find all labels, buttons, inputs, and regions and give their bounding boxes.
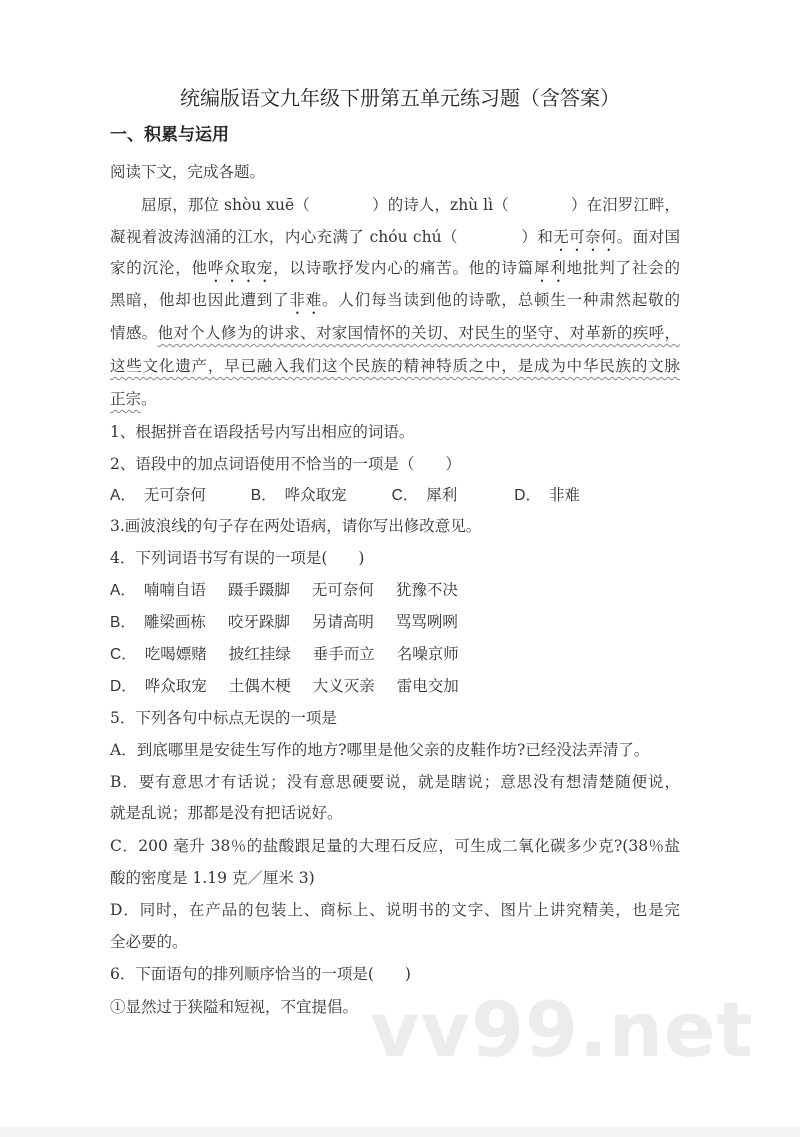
passage-text: 。人们每当读到他的诗歌，总顿生一种肃然起敬的 xyxy=(322,291,680,309)
passage-text: 情感。 xyxy=(110,324,158,342)
option-label: D． xyxy=(514,487,541,504)
option-word: 土偶木梗 xyxy=(228,677,291,695)
wavy-sentence: 他对个人修为的讲求、对家国情怀的关切、对民生的坚守、对革新的疾呼， xyxy=(157,324,680,342)
passage-text: ，以诗歌抒发内心的痛苦。他的诗篇 xyxy=(273,259,534,277)
option-word: 哗众取宠 xyxy=(144,677,207,695)
question-4-option-d xyxy=(110,675,481,698)
passage-text: 家的沉沦，他 xyxy=(110,259,208,277)
question-5-option-d-cont: 全必要的。 xyxy=(110,933,188,951)
option-word: 垂手而立 xyxy=(312,645,375,663)
question-4-option-c xyxy=(110,643,481,666)
page-bottom-edge xyxy=(0,1127,800,1137)
passage-text: 。 xyxy=(141,390,157,408)
question-2-options xyxy=(110,484,602,507)
question-6-item-1: ①显然过于狭隘和短视，不宜提倡。 xyxy=(110,998,359,1016)
option-word: 名噪京师 xyxy=(396,645,459,663)
option-word: 吃喝嫖赌 xyxy=(144,645,207,663)
question-5-option-d: D．同时，在产品的包装上、商标上、说明书的文字、图片上讲究精美，也是完 xyxy=(110,901,680,919)
passage-text: 。面对国 xyxy=(616,228,680,246)
dotted-word: 无可奈何 xyxy=(553,228,617,246)
option-word: 大义灭亲 xyxy=(312,677,375,695)
option-label: D． xyxy=(110,678,137,695)
question-5-option-a: A．到底哪里是安徒生写作的地方?哪里是他父亲的皮鞋作坊?已经没法弄清了。 xyxy=(110,741,650,759)
passage-line xyxy=(110,355,680,377)
passage-line xyxy=(110,388,157,410)
passage-line xyxy=(110,257,680,286)
passage-line xyxy=(110,289,680,318)
option-text: 非难 xyxy=(548,486,580,504)
question-5-option-b: B．要有意思才有话说；没有意思硬要说，就是瞎说；意思没有想清楚随便说， xyxy=(110,773,680,791)
option-word: 雷电交加 xyxy=(396,677,459,695)
question-6: 6．下面语句的排列顺序恰当的一项是( ) xyxy=(110,965,411,983)
option-word: 无可奈何 xyxy=(311,581,374,599)
question-4-option-a xyxy=(110,579,480,602)
question-4-option-b xyxy=(110,611,480,634)
question-5-option-c: C．200 毫升 38％的盐酸跟足量的大理石反应，可生成二氧化碳多少克?(38％盐 xyxy=(110,837,680,855)
question-4: 4．下列词语书写有误的一项是( ) xyxy=(110,549,365,567)
question-2: 2、语段中的加点词语使用不恰当的一项是（ ） xyxy=(110,455,461,473)
option-label: C． xyxy=(391,487,419,504)
option-text: 无可奈何 xyxy=(143,486,206,504)
section-heading: 一、积累与运用 xyxy=(110,125,229,145)
watermark: vv99.net xyxy=(370,985,754,1074)
wavy-sentence: 这些文化遗产，早已融入我们这个民族的精神特质之中，是成为中华民族的文脉 xyxy=(110,357,680,375)
option-label: B． xyxy=(110,614,136,631)
question-5: 5．下列各句中标点无误的一项是 xyxy=(110,709,337,727)
option-word: 蹑手蹑脚 xyxy=(227,581,290,599)
passage-text: 黑暗，他却也因此遭到了 xyxy=(110,291,290,309)
dotted-word: 犀利 xyxy=(533,259,567,277)
option-text: 犀利 xyxy=(426,486,458,504)
passage-text: 凝视着波涛汹涌的江水，内心充满了 chóu chú（ ）和 xyxy=(110,228,554,246)
wavy-sentence: 正宗 xyxy=(110,390,142,408)
option-word: 犹豫不决 xyxy=(395,581,458,599)
option-label: C． xyxy=(110,646,137,663)
option-word: 雕梁画栋 xyxy=(143,613,206,631)
question-1: 1、根据拼音在语段括号内写出相应的词语。 xyxy=(110,423,415,441)
option-label: B． xyxy=(250,487,277,504)
intro-text: 阅读下文，完成各题。 xyxy=(110,163,266,181)
passage-line xyxy=(110,322,680,344)
question-3: 3.画波浪线的句子存在两处语病，请你写出修改意见。 xyxy=(110,517,482,535)
question-5-option-c-cont: 酸的密度是 1.19 克／厘米 3) xyxy=(110,869,315,887)
option-word: 咬牙跺脚 xyxy=(227,613,290,631)
option-word: 披红挂绿 xyxy=(228,645,291,663)
dotted-word: 哗众取宠 xyxy=(207,259,274,277)
option-label: A． xyxy=(110,582,136,599)
option-text: 哗众取宠 xyxy=(284,486,347,504)
dotted-word: 非难 xyxy=(289,291,323,309)
passage-line xyxy=(110,226,680,255)
passage-line: 屈原，那位 shòu xuē（ ）的诗人，zhù lì（ ）在汨罗江畔， xyxy=(110,196,680,214)
option-label: A． xyxy=(110,487,136,504)
option-word: 喃喃自语 xyxy=(143,581,206,599)
question-5-option-b-cont: 就是乱说；那都是没有把话说好。 xyxy=(110,804,343,822)
passage-text: 地批判了社会的 xyxy=(566,259,680,277)
option-word: 另请高明 xyxy=(311,613,374,631)
option-word: 骂骂咧咧 xyxy=(395,613,458,631)
document-title: 统编版语文九年级下册第五单元练习题（含答案） xyxy=(180,86,620,110)
